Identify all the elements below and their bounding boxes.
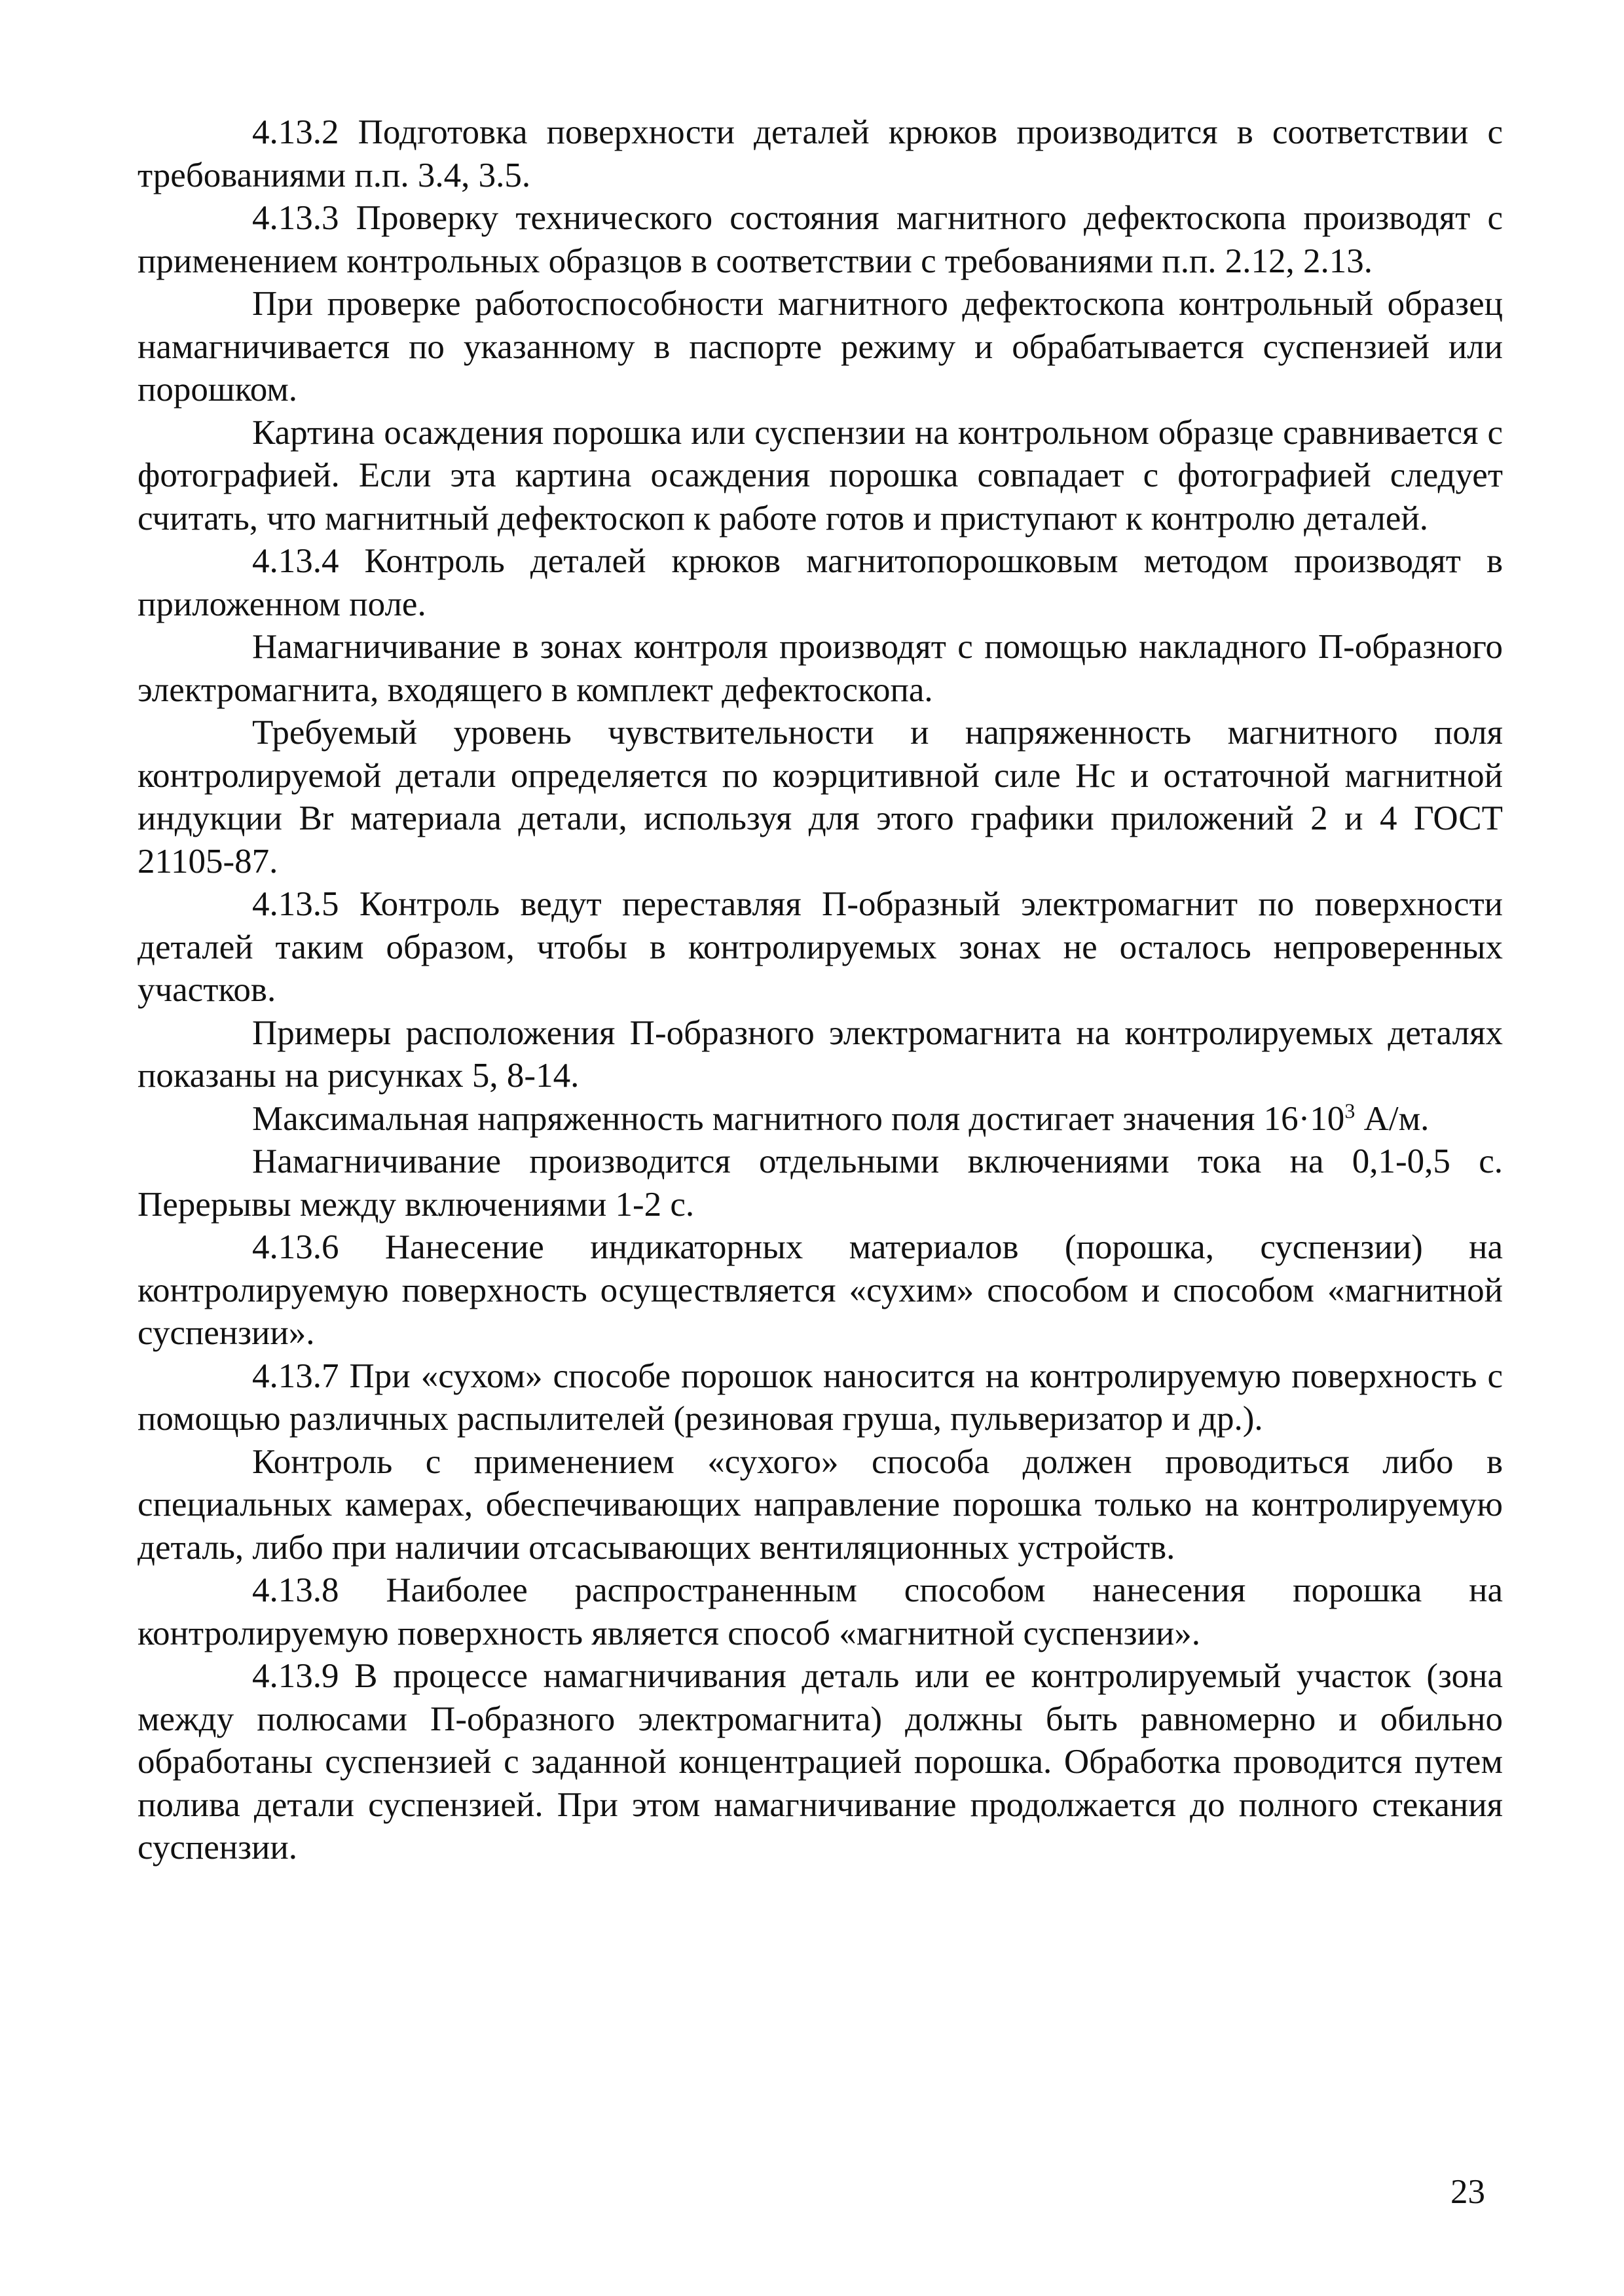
max-field-exponent: 3	[1344, 1098, 1356, 1122]
paragraph-max-field-strength	[138, 1098, 1503, 1141]
paragraph-sensitivity-level: Требуемый уровень чувствительности и напряженность магнитного поля контролируемой детали определяется по коэрцитивной силе Нс и остаточной магнитной индукции Br материала детали, используя для этого графики приложений 2 и 4 ГОСТ 21105-87.	[138, 714, 1503, 881]
paragraph-4-13-5: 4.13.5 Контроль ведут переставляя П-образный электромагнит по поверхности деталей таким образом, чтобы в контролируемых зонах не осталось непроверенных участков.	[138, 885, 1503, 1009]
paragraph-deposition-pattern: Картина осаждения порошка или суспензии на контрольном образце сравнивается с фотографией. Если эта картина осаждения порошка совпадает с фотографией следует считать, что магнитный дефектоскоп к работе готов и приступают к контролю деталей.	[138, 413, 1503, 538]
max-field-text: Максимальная напряженность магнитного поля достигает значения 16·10	[252, 1099, 1345, 1138]
paragraph-4-13-6: 4.13.6 Нанесение индикаторных материалов (порошка, суспензии) на контролируемую поверхность осуществляется «сухим» способом и способом «магнитной суспензии».	[138, 1228, 1503, 1352]
paragraph-4-13-2: 4.13.2 Подготовка поверхности деталей крюков производится в соответствии с требованиями п.п. 3.4, 3.5.	[138, 113, 1503, 194]
page-number: 23	[1450, 2173, 1485, 2211]
paragraph-4-13-4: 4.13.4 Контроль деталей крюков магнитопорошковым методом производят в приложенном поле.	[138, 542, 1503, 623]
paragraph-current-pulses: Намагничивание производится отдельными включениями тока на 0,1-0,5 с. Перерывы между включениями 1-2 с.	[138, 1142, 1503, 1224]
paragraph-placement-examples: Примеры расположения П-образного электромагнита на контролируемых деталях показаны на рисунках 5, 8-14.	[138, 1013, 1503, 1095]
paragraph-4-13-9: 4.13.9 В процессе намагничивания деталь или ее контролируемый участок (зона между полюсами П-образного электромагнита) должны быть равномерно и обильно обработаны суспензией с заданной концентрацией порошка. Обработка проводится путем полива детали суспензией. При этом намагничивание продолжается до полного стекания суспензии.	[138, 1657, 1503, 1867]
paragraph-4-13-7: 4.13.7 При «сухом» способе порошок наносится на контролируемую поверхность с помощью различных распылителей (резиновая груша, пульверизатор и др.).	[138, 1357, 1503, 1438]
document-page	[138, 111, 1503, 1870]
paragraph-defectoscope-check: При проверке работоспособности магнитного дефектоскопа контрольный образец намагничивается по указанному в паспорте режиму и обрабатывается суспензией или порошком.	[138, 285, 1503, 409]
paragraph-4-13-8: 4.13.8 Наиболее распространенным способом нанесения порошка на контролируемую поверхность является способ «магнитной суспензии».	[138, 1571, 1503, 1652]
paragraph-4-13-3: 4.13.3 Проверку технического состояния магнитного дефектоскопа производят с применением контрольных образцов в соответствии с требованиями п.п. 2.12, 2.13.	[138, 199, 1503, 280]
paragraph-magnetization-zones: Намагничивание в зонах контроля производят с помощью накладного П-образного электромагнита, входящего в комплект дефектоскопа.	[138, 628, 1503, 709]
max-field-unit: А/м.	[1355, 1099, 1430, 1138]
paragraph-dry-method-control: Контроль с применением «сухого» способа должен проводиться либо в специальных камерах, обеспечивающих направление порошка только на контролируемую деталь, либо при наличии отсасывающих вентиляционных устройств.	[138, 1442, 1503, 1567]
